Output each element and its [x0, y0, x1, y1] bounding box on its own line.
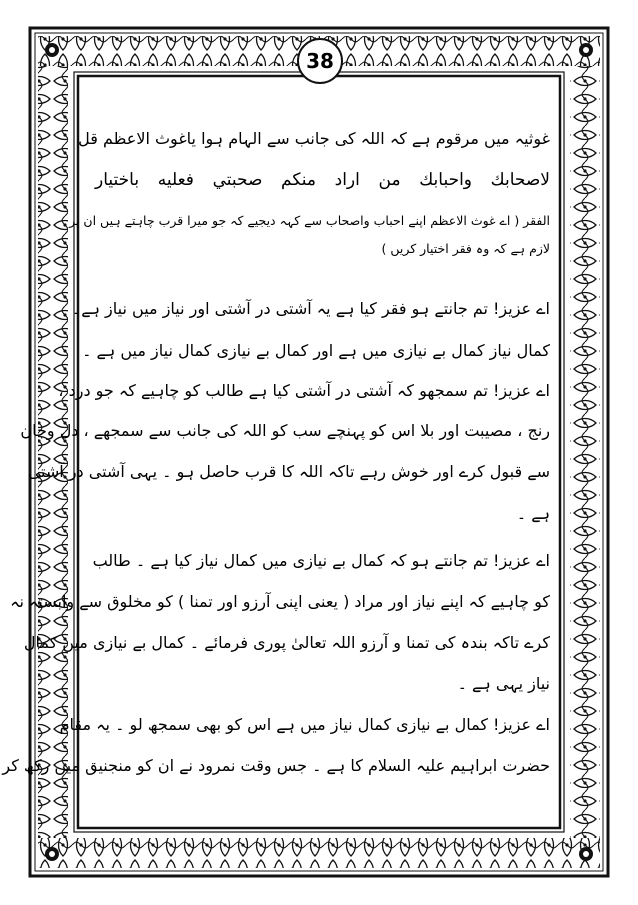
text-line: کو چاہیے کہ اپنے نیاز اور مراد ( یعنی اپنی آرزو اور تمنا ) کو مخلوق سے وابستہ نہ — [10, 592, 550, 611]
text-line: رنج ، مصیبت اور بلا اس کو پہنچے سب کو اللہ کی جانب سے سمجھے ، دل وجان — [20, 421, 550, 440]
text-line: سے قبول کرے اور خوش رہے تاکہ اللہ کا قرب حاصل ہو ۔ یہی آشتی در آشتی — [27, 462, 550, 481]
page-body-text — [2, 122, 550, 842]
page-number: 38 — [297, 38, 343, 84]
text-line: لاصحابك واحبابك من اراد منكم صحبتي فعليه باختيار — [95, 170, 550, 190]
text-line: اے عزیز! تم سمجھو کہ آشتی در آشتی کیا ہے طالب کو چاہیے کہ جو درد ، — [58, 381, 550, 400]
text-line: اے عزیز! تم جانتے ہو کہ کمال بے نیازی میں کمال نیاز کیا ہے ۔ طالب — [92, 551, 550, 570]
text-line: الفقر ( اے غوث الاعظم اپنے احباب واصحاب سے کہہ دیجیے کہ جو میرا قرب چاہتے ہیں ان پر — [69, 213, 550, 228]
text-line: غوثیہ میں مرقوم ہے کہ اللہ کی جانب سے الہام ہوا یاغوث الاعظم قل — [78, 129, 550, 148]
text-line: کرے تاکہ بندہ کی تمنا و آرزو اللہ تعالیٰ پوری فرمائے ۔ کمال بے نیازی میں کمال — [23, 633, 550, 652]
text-line: اے عزیز! کمال بے نیازی کمال نیاز میں ہے اس کو بھی سمجھ لو ۔ یہ مقام — [59, 715, 550, 734]
text-line: نیاز یہی ہے ۔ — [457, 674, 550, 693]
text-line: حضرت ابراہیم علیہ السلام کا ہے ۔ جس وقت نمرود نے ان کو منجنیق میں رکھ کر — [2, 756, 550, 775]
text-line: اے عزیز! تم جانتے ہو فقر کیا ہے یہ آشتی در آشتی اور نیاز میں نیاز ہے۔ — [71, 299, 550, 318]
text-line: ہے ۔ — [516, 504, 550, 523]
text-line: کمال نیاز کمال بے نیازی میں ہے اور کمال بے نیازی کمال نیاز میں ہے ۔ — [82, 341, 550, 360]
text-line: لازم ہے کہ وہ فقر اختیار کریں ) — [381, 241, 550, 256]
